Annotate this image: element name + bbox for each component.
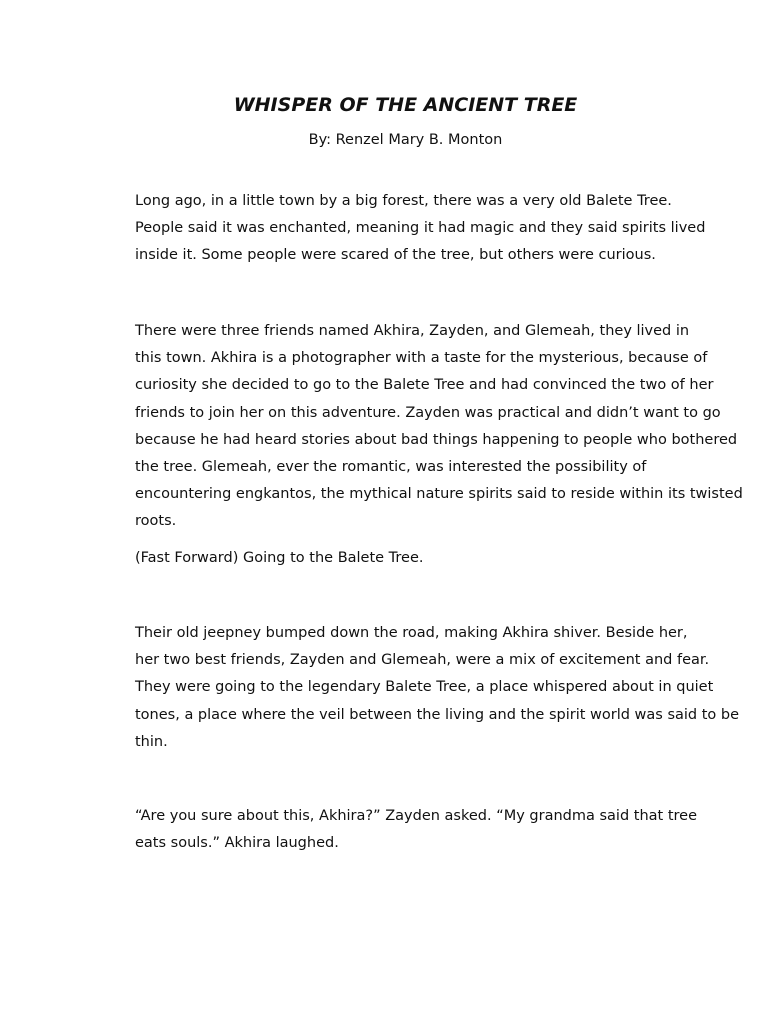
paragraph-line: inside it. Some people were scared of the tree, but others were curious. — [135, 247, 656, 264]
paragraph-fast-forward — [90, 545, 730, 572]
paragraph-dialogue — [90, 803, 730, 857]
paragraph-line: encountering engkantos, the mythical nature spirits said to reside within its twisted — [135, 486, 743, 503]
paragraph-line: “Are you sure about this, Akhira?” Zayden asked. “My grandma said that tree — [135, 808, 697, 824]
author-byline: By: Renzel Mary B. Monton — [308, 132, 503, 148]
paragraph-intro — [90, 188, 730, 270]
paragraph-line: her two best friends, Zayden and Glemeah, were a mix of excitement and fear. — [135, 652, 710, 669]
paragraph-line: the tree. Glemeah, ever the romantic, was interested the possibility of — [135, 459, 647, 476]
document-title: WHISPER OF THE ANCIENT TREE — [233, 94, 578, 116]
paragraph-jeepney — [90, 620, 740, 756]
paragraph-line: People said it was enchanted, meaning it had magic and they said spirits lived — [135, 220, 706, 237]
paragraph-line: Long ago, in a little town by a big forest, there was a very old Balete Tree. — [135, 193, 672, 209]
paragraph-line: curiosity she decided to go to the Balete Tree and had convinced the two of her — [135, 377, 714, 394]
paragraph-line: They were going to the legendary Balete Tree, a place whispered about in quiet — [135, 679, 714, 696]
paragraph-line: tones, a place where the veil between the living and the spirit world was said to be — [135, 706, 740, 723]
paragraph-line: thin. — [135, 733, 168, 750]
paragraph-line: eats souls.” Akhira laughed. — [135, 835, 339, 852]
paragraph-line: because he had heard stories about bad things happening to people who bothered — [135, 431, 738, 448]
paragraph-line: (Fast Forward) Going to the Balete Tree. — [135, 550, 424, 566]
paragraph-line: roots. — [135, 513, 177, 530]
paragraph-line: There were three friends named Akhira, Zayden, and Glemeah, they lived in — [135, 323, 690, 339]
paragraph-line: friends to join her on this adventure. Zayden was practical and didn’t want to go — [135, 404, 721, 421]
paragraph-friends — [90, 318, 743, 536]
paragraph-line: Their old jeepney bumped down the road, making Akhira shiver. Beside her, — [135, 625, 688, 641]
paragraph-line: this town. Akhira is a photographer with a taste for the mysterious, because of — [135, 350, 708, 367]
